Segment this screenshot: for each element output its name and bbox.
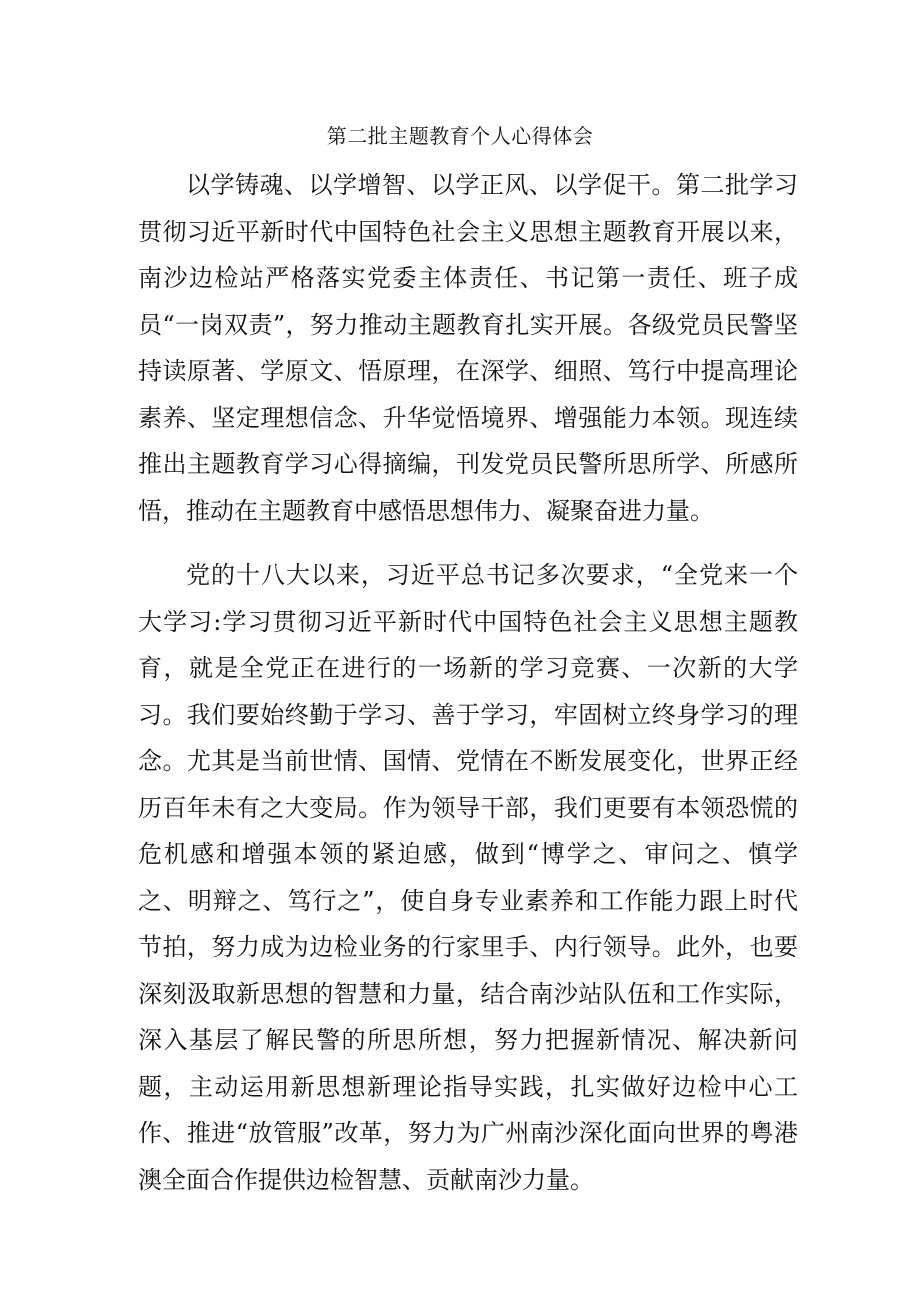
- paragraph-main: 党的十八大以来，习近平总书记多次要求，“全党来一个大学习:学习贯彻习近平新时代中国特色社会主义思想主题教育，就是全党正在进行的一场新的学习竞赛、一次新的大学习。我们要始终勤于学习、善于学习，牢固树立终身学习的理念。尤其是当前世情、国情、党情在不断发展变化，世界正经历百年未有之大变局。作为领导干部，我们更要有本领恐慌的危机感和增强本领的紧迫感，做到“博学之、审问之、慎学之、明辩之、笃行之”，使自身专业素养和工作能力跟上时代节拍，努力成为边检业务的行家里手、内行领导。此外，也要深刻汲取新思想的智慧和力量，结合南沙站队伍和工作实际，深入基层了解民警的所思所想，努力把握新情况、解决新问题，主动运用新思想新理论指导实践，扎实做好边检中心工作、推进“放管服”改革，努力为广州南沙深化面向世界的粤港澳全面合作提供边检智慧、贡献南沙力量。: [138, 561, 798, 1194]
- document-title: 第二批主题教育个人心得体会: [326, 124, 594, 148]
- paragraph-intro: 以学铸魂、以学增智、以学正风、以学促干。第二批学习贯彻习近平新时代中国特色社会主义思想主题教育开展以来，南沙边检站严格落实党委主体责任、书记第一责任、班子成员“一岗双责”，努力推动主题教育扎实开展。各级党员民警坚持读原著、学原文、悟原理，在深学、细照、笃行中提高理论素养、坚定理想信念、升华觉悟境界、增强能力本领。现连续推出主题教育学习心得摘编，刊发党员民警所思所学、所感所悟，推动在主题教育中感悟思想伟力、凝聚奋进力量。: [138, 171, 798, 525]
